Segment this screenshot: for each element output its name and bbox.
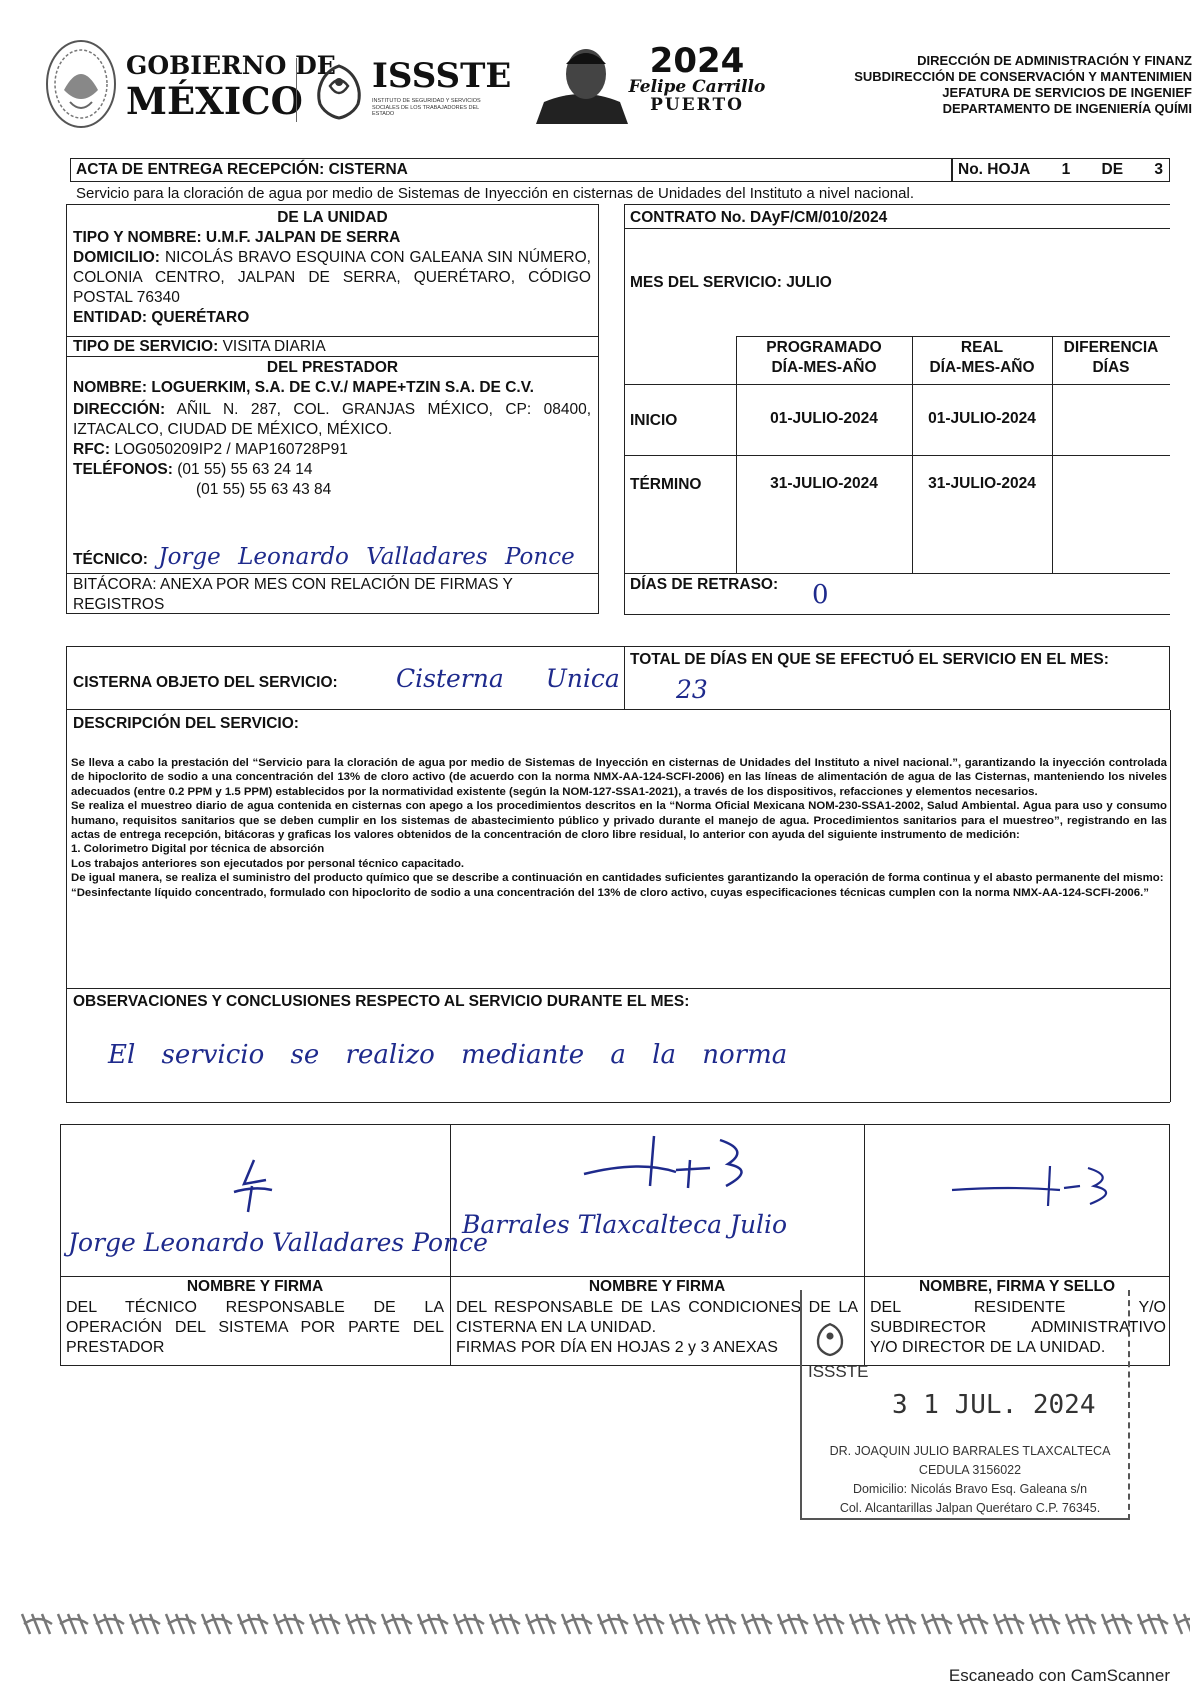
cisterna-label: CISTERNA OBJETO DEL SERVICIO:	[73, 674, 338, 691]
col-diferencia	[1052, 338, 1170, 378]
cisterna-value: Cisterna Unica	[396, 664, 620, 693]
unidad-domicilio	[73, 248, 591, 308]
prestador-direccion-label: DIRECCIÓN:	[73, 401, 166, 418]
tecnico-row	[73, 544, 593, 570]
firma-col3-label: NOMBRE, FIRMA Y SELLO	[918, 1278, 1116, 1295]
issste-logo	[312, 60, 366, 122]
logo-puerto: PUERTO	[650, 95, 744, 115]
rfc-value: LOG050209IP2 / MAP160728P91	[114, 441, 348, 458]
prestador-details	[73, 378, 591, 500]
tipo-servicio	[73, 337, 326, 357]
sello-issste-logo	[814, 1320, 846, 1358]
prestador-nombre-value: LOGUERKIM, S.A. DE C.V./ MAPE+TZIN S.A. DE C.V.	[151, 379, 534, 396]
contrato-bottom-line	[624, 614, 1170, 615]
contrato-under-label	[624, 228, 1170, 229]
firma-col3-desc-3: Y/O DIRECTOR DE LA UNIDAD.	[870, 1339, 1106, 1356]
observaciones-top-line	[66, 988, 1170, 989]
col-programado-label: PROGRAMADO	[766, 339, 882, 356]
descripcion-p6: “Desinfectante líquido concentrado, formulado con hipoclorito de sodio a una concentración del 13% de cloro activo, cuyas especificaciones técnicas cumplen con la norma NMX-AA-124-SCFI-2006.”	[71, 886, 1149, 899]
col-real-label: REAL	[960, 339, 1004, 356]
retraso-label: DÍAS DE RETRASO:	[630, 576, 779, 593]
sello-domicilio: Domicilio: Nicolás Bravo Esq. Galeana s/n	[852, 1482, 1088, 1496]
direccion-line-4: DEPARTAMENTO DE INGENIERÍA QUÍMI	[942, 101, 1192, 116]
gobierno-line1: GOBIERNO DE	[126, 51, 336, 80]
col-real	[912, 338, 1052, 378]
domicilio-value: NICOLÁS BRAVO ESQUINA CON GALEANA SIN NÚMERO, COLONIA CENTRO, JALPAN DE SERRA, QUERÉTARO, CÓDIGO POSTAL 76340	[73, 249, 591, 306]
tecnico-signature: Jorge Leonardo Valladares Ponce	[158, 544, 575, 570]
descripcion-p1: Se lleva a cabo la prestación del “Servicio para la cloración de agua por medio de Sistemas de Inyección en cisternas de Unidades del Instituto a nivel nacional.”, garantizando la inyección controlada de hipoclorito de sodio a una concentración del 13% de cloro activo (de acuerdo con la norma NMX-AA-124-SCFI-2006) en las líneas de alimentación de agua de las Cisternas, manteniendo los niveles adecuados (entre 0.2 PPM y 1.5 PPM) establecidos por la normatividad existente (según la NOM-127-SSA1-2021), a través de los dispositivos, refacciones y elementos necesarios.	[71, 757, 1167, 798]
col-diferencia-sub: DÍAS	[1092, 359, 1130, 376]
entidad-value: QUERÉTARO	[151, 309, 250, 326]
firma-col2-label: NOMBRE Y FIRMA	[588, 1278, 726, 1295]
table-header-line	[624, 384, 1170, 385]
sello-nombre: DR. JOAQUIN JULIO BARRALES TLAXCALTECA	[829, 1444, 1111, 1458]
prestador-nombre-label: NOMBRE:	[73, 379, 148, 396]
descripcion-p2: Se realiza el muestreo diario de agua contenida en cisternas con apego a los procedimientos descritos en la “Norma Oficial Mexicana NOM-230-SSA1-2002, Salud Ambiental. Agua para uso y consumo humano, requisitos sanitarios que se deben cumplir en los sistemas de abastecimiento público y privado durante el manejo de agua. Procedimientos sanitarios para el muestreo”, registrando en las actas de entrega recepción, bitácoras y graficas los valores obtenidos de la concentración de cloro libre residual, lo anterior con ayuda del siguiente instrumento de medición:	[71, 800, 1167, 842]
hoja-total: 3	[1154, 161, 1163, 178]
domicilio-label: DOMICILIO:	[73, 249, 160, 266]
unidad-tipo	[73, 228, 591, 248]
issste-subtitle: INSTITUTO DE SEGURIDAD Y SERVICIOS SOCIALES DE LOS TRABAJADORES DEL ESTADO	[372, 98, 481, 117]
header-divider	[296, 58, 297, 122]
col-programado-sub: DÍA-MES-AÑO	[771, 359, 877, 376]
hoja-de: DE	[1101, 161, 1124, 178]
prestador-telefono-2: (01 55) 55 63 43 84	[196, 481, 332, 498]
retraso-top-line	[624, 573, 1170, 574]
tecnico-label: TÉCNICO:	[73, 551, 148, 568]
direccion-line-1: DIRECCIÓN DE ADMINISTRACIÓN Y FINANZ	[917, 53, 1192, 68]
tipo-servicio-value: VISITA DIARIA	[222, 338, 326, 355]
col-diferencia-label: DIFERENCIA	[1063, 339, 1159, 356]
contrato-top-line	[624, 204, 1170, 205]
portrait-image	[536, 42, 628, 124]
issste-title: ISSSTE	[372, 56, 512, 96]
prestador-rfc	[73, 440, 591, 460]
contrato-label: CONTRATO No. DAyF/CM/010/2024	[630, 209, 888, 226]
unidad-details	[73, 228, 591, 328]
prestador-direccion	[73, 400, 591, 440]
line-after-tecnico	[66, 573, 599, 574]
mes-servicio	[630, 273, 832, 293]
sello-fecha: 3 1 JUL. 2024	[892, 1390, 1096, 1420]
firma-col2-desc2: FIRMAS POR DÍA EN HOJAS 2 y 3 ANEXAS	[456, 1339, 778, 1356]
col-programado	[736, 338, 912, 378]
tipo-value: U.M.F. JALPAN DE SERRA	[205, 229, 401, 246]
logo-year: 2024	[649, 41, 745, 81]
hoja-label: No. HOJA	[958, 161, 1031, 178]
total-value: 23	[676, 675, 708, 704]
retraso-value: 0	[812, 580, 829, 610]
termino-label: TÉRMINO	[630, 476, 702, 493]
firma-col3-desc-1: DEL RESIDENTE Y/O	[870, 1299, 1166, 1316]
mes-value: JULIO	[786, 274, 832, 291]
direccion-line-2: SUBDIRECCIÓN DE CONSERVACIÓN Y MANTENIMIEN	[854, 69, 1192, 84]
cisterna-divider	[624, 646, 625, 710]
acta-title: ACTA DE ENTREGA RECEPCIÓN: CISTERNA	[76, 161, 408, 178]
descripcion-body	[71, 756, 1167, 900]
descripcion-p5: De igual manera, se realiza el suministro del producto químico que se describe a continuación en cantidades suficientes garantizando la operación de forma continua y el abasto permanente del mismo:	[71, 872, 1164, 885]
logo-felipe: Felipe Carrillo	[628, 77, 766, 97]
inicio-programado: 01-JULIO-2024	[770, 410, 878, 427]
prestador-nombre	[73, 378, 591, 398]
total-label: TOTAL DE DÍAS EN QUE SE EFECTUÓ EL SERVICIO EN EL MES:	[630, 651, 1109, 668]
gobierno-line2: MÉXICO	[126, 79, 303, 123]
termino-programado: 31-JULIO-2024	[770, 475, 878, 492]
servicio-description: Servicio para la cloración de agua por medio de Sistemas de Inyección en cisternas de Unidades del Instituto a nivel nacional.	[76, 185, 914, 202]
signature-mark-2	[580, 1130, 770, 1190]
puerto-2024-logo	[622, 41, 772, 115]
camscanner-label: Escaneado con CamScanner	[948, 1666, 1170, 1685]
observaciones-heading: OBSERVACIONES Y CONCLUSIONES RESPECTO AL SERVICIO DURANTE EL MES:	[73, 993, 690, 1010]
mexico-seal-logo	[44, 38, 118, 130]
direccion-line-3: JEFATURA DE SERVICIOS DE INGENIEF	[942, 85, 1192, 100]
inicio-label: INICIO	[630, 412, 678, 429]
prestador-telefonos	[73, 460, 591, 480]
direccion-block	[792, 53, 1192, 117]
firma-responsable: Barrales Tlaxcalteca Julio	[462, 1210, 788, 1239]
telefonos-label: TELÉFONOS:	[73, 461, 173, 478]
firma-col2-desc1: DEL RESPONSABLE DE LAS CONDICIONES DE LA CISTERNA EN LA UNIDAD.	[456, 1299, 858, 1336]
unidad-heading: DE LA UNIDAD	[277, 209, 388, 226]
prestador-heading: DEL PRESTADOR	[266, 359, 399, 376]
rfc-label: RFC:	[73, 441, 111, 458]
hoja-number	[958, 160, 1163, 180]
unidad-entidad	[73, 308, 591, 328]
tipo-servicio-label: TIPO DE SERVICIO:	[73, 338, 219, 355]
observaciones-value: El servicio se realizo mediante a la norma	[108, 1040, 788, 1070]
hoja-num: 1	[1061, 161, 1071, 178]
mes-label: MES DEL SERVICIO:	[630, 274, 782, 291]
contrato-left-line	[624, 204, 625, 614]
prestador-direccion-value: AÑIL N. 287, COL. GRANJAS MÉXICO, CP: 08400, IZTACALCO, CIUDAD DE MÉXICO, MÉXICO.	[73, 401, 591, 438]
tipo-label: TIPO Y NOMBRE:	[73, 229, 202, 246]
col-real-sub: DÍA-MES-AÑO	[929, 359, 1035, 376]
firma-col3-desc-2: SUBDIRECTOR ADMINISTRATIVO	[870, 1319, 1166, 1336]
table-row-line	[624, 455, 1170, 456]
sello-issste: ISSSTE	[808, 1362, 869, 1381]
descripcion-heading: DESCRIPCIÓN DEL SERVICIO:	[73, 715, 299, 732]
sello-stamp	[800, 1290, 1130, 1520]
signature-mark-1	[226, 1156, 276, 1214]
descripcion-left-line	[66, 710, 67, 1102]
decorative-footer-band	[20, 1610, 1190, 1638]
observaciones-bottom-line	[66, 1102, 1170, 1103]
signature-mark-3	[950, 1160, 1120, 1210]
sello-datos	[812, 1442, 1128, 1518]
entidad-label: ENTIDAD:	[73, 309, 148, 326]
telefono-1: (01 55) 55 63 24 14	[177, 461, 313, 478]
descripcion-p4: Los trabajos anteriores son ejecutados por personal técnico capacitado.	[71, 857, 465, 870]
firma-tecnico: Jorge Leonardo Valladares Ponce	[68, 1228, 488, 1257]
descripcion-right-line	[1170, 710, 1171, 1102]
sello-cedula: CEDULA 3156022	[918, 1463, 1022, 1477]
bitacora-text: BITÁCORA: ANEXA POR MES CON RELACIÓN DE FIRMAS Y REGISTROS	[73, 576, 513, 613]
descripcion-p3: 1. Colorimetro Digital por técnica de absorción	[71, 843, 325, 856]
firma-col1-label: NOMBRE Y FIRMA	[186, 1278, 324, 1295]
sello-colonia: Col. Alcantarillas Jalpan Querétaro C.P. 76345.	[839, 1501, 1101, 1515]
table-top-line	[736, 336, 1170, 337]
gobierno-title	[126, 52, 336, 122]
termino-real: 31-JULIO-2024	[928, 475, 1036, 492]
inicio-real: 01-JULIO-2024	[928, 410, 1036, 427]
firma-col1-desc: DEL TÉCNICO RESPONSABLE DE LA OPERACIÓN DEL SISTEMA POR PARTE DEL PRESTADOR	[66, 1299, 444, 1356]
